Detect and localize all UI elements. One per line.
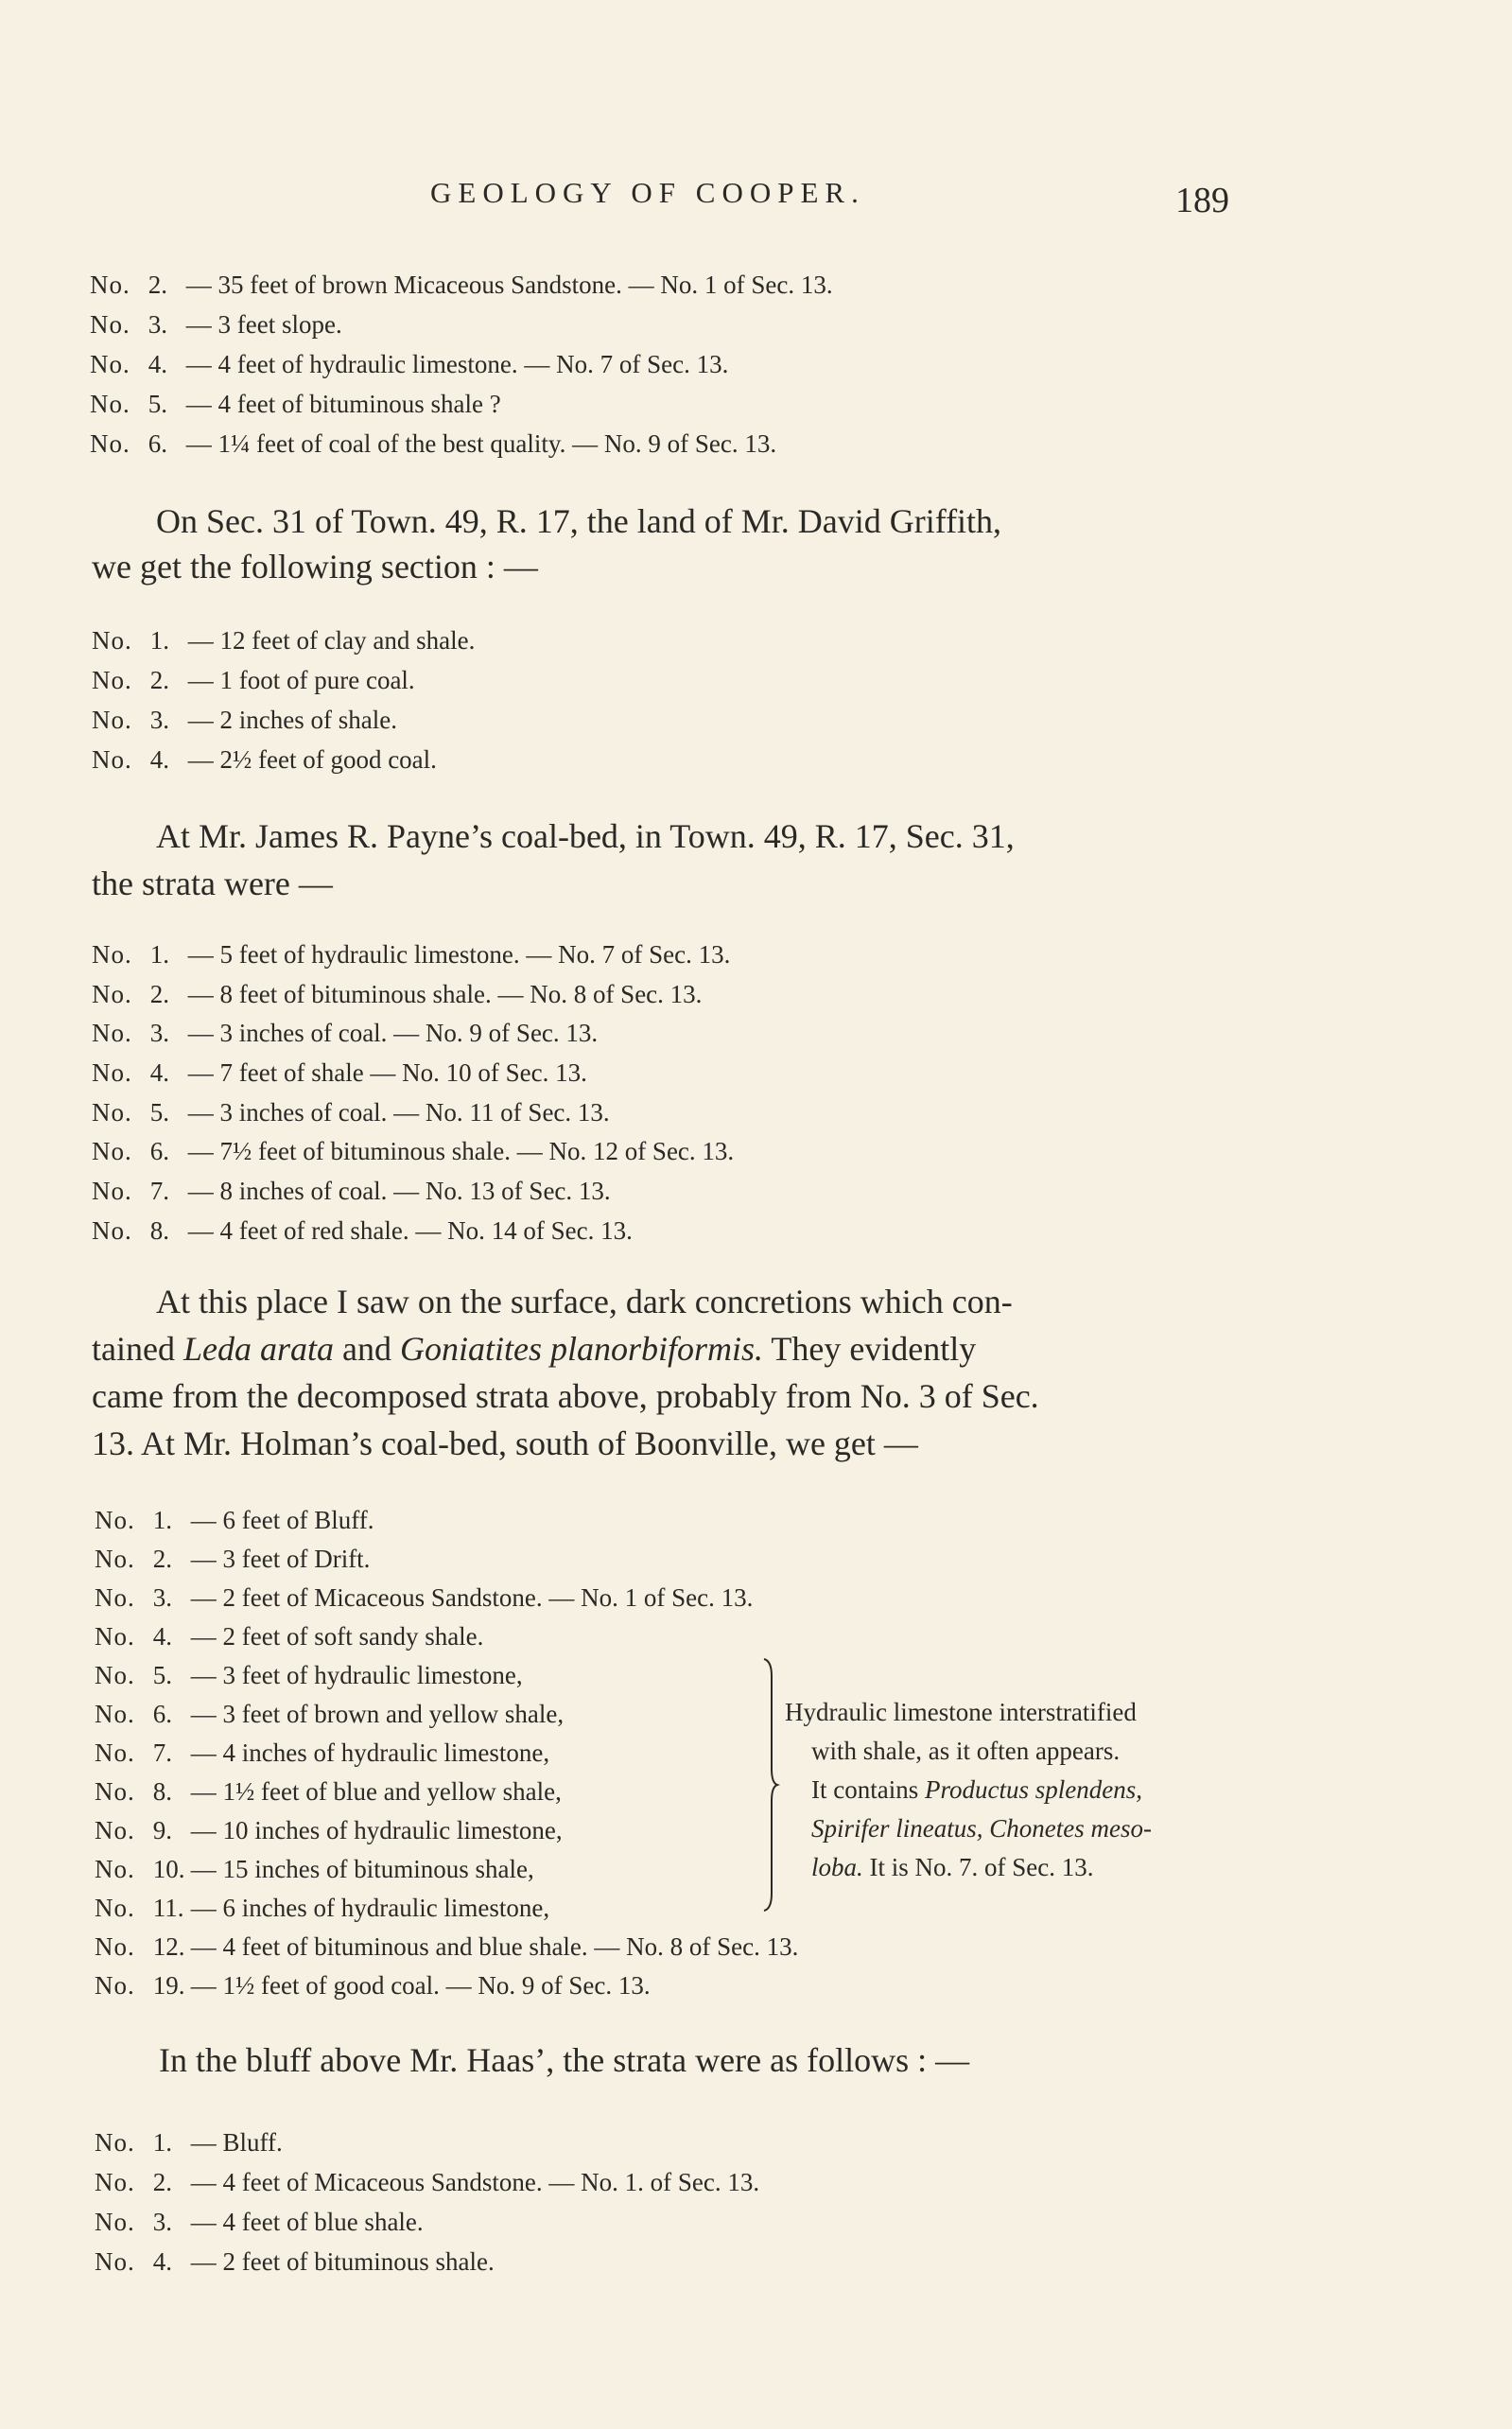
list-item: No. 5. — 3 inches of coal. — No. 11 of Sec. 13. xyxy=(92,1098,610,1127)
list-item: No. 3. — 3 feet slope. xyxy=(90,310,342,339)
list-item: No. 2. — 3 feet of Drift. xyxy=(95,1545,371,1573)
side-note-line: loba. It is No. 7. of Sec. 13. xyxy=(811,1853,1094,1881)
list-item: No. 7. — 8 inches of coal. — No. 13 of Sec. 13. xyxy=(92,1177,611,1205)
paragraph-line: In the bluff above Mr. Haas’, the strata were as follows : — xyxy=(159,2041,970,2079)
taxon-name: Goniatites planorbiformis. xyxy=(399,1330,763,1368)
list-item: No. 7. — 4 inches of hydraulic limestone, xyxy=(95,1739,550,1767)
list-item: No. 8. — 1½ feet of blue and yellow shale, xyxy=(95,1777,562,1806)
list-item: No. 4. — 4 feet of hydraulic limestone. — No. 7 of Sec. 13. xyxy=(90,350,729,378)
list-item: No. 3. — 2 feet of Micaceous Sandstone. — No. 1 of Sec. 13. xyxy=(95,1583,754,1612)
list-item: No. 11. — 6 inches of hydraulic limestone, xyxy=(95,1894,550,1922)
list-item: No. 1. — 12 feet of clay and shale. xyxy=(92,626,476,655)
paragraph-line: came from the decomposed strata above, probably from No. 3 of Sec. xyxy=(92,1377,1039,1415)
list-item: No. 6. — 3 feet of brown and yellow shale, xyxy=(95,1700,565,1728)
list-item: No. 12. — 4 feet of bituminous and blue shale. — No. 8 of Sec. 13. xyxy=(95,1932,799,1961)
side-note-line: Hydraulic limestone interstratified xyxy=(785,1698,1137,1726)
paragraph-line: At this place I saw on the surface, dark concretions which con- xyxy=(156,1283,1013,1320)
list-item: No. 5. — 4 feet of bituminous shale ? xyxy=(90,390,501,418)
paragraph-line: the strata were — xyxy=(92,865,333,902)
taxon-name: Leda arata xyxy=(182,1330,334,1368)
list-item: No. 1. — 5 feet of hydraulic limestone. — No. 7 of Sec. 13. xyxy=(92,940,731,969)
list-item: No. 4. — 2 feet of bituminous shale. xyxy=(95,2247,495,2276)
list-item: No. 8. — 4 feet of red shale. — No. 14 of Sec. 13. xyxy=(92,1216,633,1245)
list-item: No. 19. — 1½ feet of good coal. — No. 9 of Sec. 13. xyxy=(95,1971,651,2000)
curly-brace xyxy=(761,1657,780,1913)
list-item: No. 3. — 3 inches of coal. — No. 9 of Sec. 13. xyxy=(92,1019,599,1047)
list-item: No. 1. — Bluff. xyxy=(95,2128,283,2157)
list-item: No. 4. — 2½ feet of good coal. xyxy=(92,745,437,774)
list-item: No. 6. — 7½ feet of bituminous shale. — No. 12 of Sec. 13. xyxy=(92,1137,735,1165)
list-item: No. 5. — 3 feet of hydraulic limestone, xyxy=(95,1661,523,1689)
side-note-line: with shale, as it often appears. xyxy=(811,1737,1121,1765)
paragraph-line: 13. At Mr. Holman’s coal-bed, south of Boonville, we get — xyxy=(92,1424,918,1462)
list-item: No. 1. — 6 feet of Bluff. xyxy=(95,1506,374,1534)
paragraph-line: tained Leda arata and Goniatites planorbiformis. They evidently xyxy=(92,1330,977,1368)
taxon-name: Spirifer lineatus, Chonetes meso- xyxy=(811,1814,1152,1843)
list-item: No. 3. — 4 feet of blue shale. xyxy=(95,2208,424,2236)
paragraph-line: On Sec. 31 of Town. 49, R. 17, the land of Mr. David Griffith, xyxy=(156,502,1002,540)
paragraph-line: At Mr. James R. Payne’s coal-bed, in Town. 49, R. 17, Sec. 31, xyxy=(156,817,1015,855)
list-item: No. 4. — 2 feet of soft sandy shale. xyxy=(95,1622,484,1651)
taxon-name: loba. xyxy=(811,1853,863,1881)
list-item: No. 10. — 15 inches of bituminous shale, xyxy=(95,1855,534,1883)
list-item: No. 2. — 8 feet of bituminous shale. — No. 8 of Sec. 13. xyxy=(92,980,703,1008)
side-note xyxy=(785,1693,1248,1887)
side-note-line xyxy=(785,1809,1248,1848)
list-item: No. 2. — 4 feet of Micaceous Sandstone. — No. 1. of Sec. 13. xyxy=(95,2168,760,2196)
page-number: 189 xyxy=(1175,181,1229,220)
paragraph-line: we get the following section : — xyxy=(92,548,538,585)
taxon-name: Productus splendens, xyxy=(924,1775,1142,1804)
list-item: No. 2. — 35 feet of brown Micaceous Sandstone. — No. 1 of Sec. 13. xyxy=(90,271,833,299)
side-note-line: It contains Productus splendens, xyxy=(811,1775,1142,1804)
list-item: No. 4. — 7 feet of shale — No. 10 of Sec. 13. xyxy=(92,1058,587,1087)
list-item: No. 3. — 2 inches of shale. xyxy=(92,706,397,734)
list-item: No. 6. — 1¼ feet of coal of the best quality. — No. 9 of Sec. 13. xyxy=(90,429,777,458)
list-item: No. 9. — 10 inches of hydraulic limestone, xyxy=(95,1816,563,1844)
running-head: GEOLOGY OF COOPER. xyxy=(430,176,865,209)
list-item: No. 2. — 1 foot of pure coal. xyxy=(92,666,415,694)
